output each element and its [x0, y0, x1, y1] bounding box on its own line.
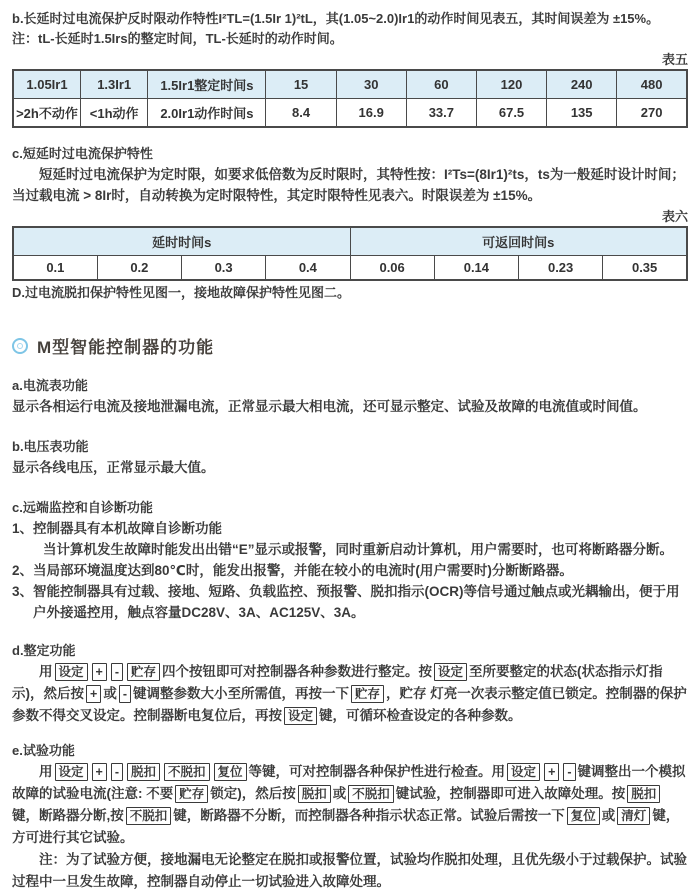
- table-cell: 0.1: [13, 256, 97, 281]
- panel-key-label: 不脱扣: [348, 785, 394, 803]
- table-cell: 0.3: [182, 256, 266, 281]
- table6-short-delay-times: [12, 226, 688, 281]
- self-diagnosis-item1-detail: 当计算机发生故障时能发出出错“E”显示或报警，同时重新启动计算机，用户需要时，也可将断路器分断。: [43, 542, 674, 557]
- panel-key-label: 贮存: [351, 685, 384, 703]
- panel-key-label: 不脱扣: [126, 807, 172, 825]
- table-cell: 延时时间s: [13, 227, 350, 256]
- remote-monitor-heading: c.远端监控和自诊断功能: [12, 500, 153, 515]
- table-cell: 240: [547, 70, 617, 99]
- short-delay-heading: c.短延时过电流保护特性: [12, 146, 153, 161]
- panel-key-label: 不脱扣: [164, 763, 210, 781]
- table-cell: 120: [476, 70, 546, 99]
- table-row: [13, 256, 687, 281]
- table6-caption: 表六: [661, 209, 688, 224]
- table-cell: 0.4: [266, 256, 350, 281]
- short-delay-body: 短延时过电流保护为定时限，如要求低倍数为反时限时，其特性按：I²Ts=(8Ir1)²ts，ts为一般延时设计时间；当过载电流 > 8Ir时，自动转换为定时限特性，其定时限特性见表六。时限误差为 ±15%。: [12, 167, 685, 203]
- table-cell: 67.5: [476, 99, 546, 128]
- table5-caption: 表五: [661, 52, 688, 67]
- test-function-note: 注：为了试验方便，接地漏电无论整定在脱扣或报警位置，试验均作脱扣处理，且优先级小于过载保护。试验过程中一旦发生故障，控制器自动停止一切试验进入故障处理。: [12, 852, 687, 889]
- table-cell: 1.5Ir1整定时间s: [148, 70, 266, 99]
- panel-key-label: +: [92, 663, 107, 681]
- voltmeter-heading: b.电压表功能: [12, 439, 89, 454]
- table-cell: 33.7: [406, 99, 476, 128]
- table-cell: 15: [266, 70, 336, 99]
- setting-function-heading: d.整定功能: [12, 643, 76, 658]
- panel-key-label: 复位: [567, 807, 600, 825]
- table-cell: 1.3Ir1: [80, 70, 147, 99]
- panel-key-label: 清灯: [617, 807, 650, 825]
- table-cell: 2.0Ir1动作时间s: [148, 99, 266, 128]
- table-cell: 0.06: [350, 256, 434, 281]
- panel-key-label: -: [563, 763, 575, 781]
- table-cell: 0.2: [97, 256, 181, 281]
- table-cell: 135: [547, 99, 617, 128]
- panel-key-label: 贮存: [175, 785, 208, 803]
- table-row: [13, 227, 687, 256]
- table-cell: 270: [617, 99, 687, 128]
- panel-key-label: -: [111, 763, 123, 781]
- long-delay-characteristic-line: b.长延时过电流保护反时限动作特性I²TL=(1.5Ir 1)²tL，其(1.05~2.0)Ir1的动作时间见表五，其时间误差为 ±15%。: [12, 11, 660, 26]
- section-title: M型智能控制器的功能: [37, 338, 215, 357]
- table-cell: 1.05Ir1: [13, 70, 80, 99]
- long-delay-note-line: 注：tL-长延时1.5Irs的整定时间，TL-长延时的动作时间。: [12, 31, 343, 46]
- table-cell: 16.9: [336, 99, 406, 128]
- double-circle-icon: [12, 338, 28, 354]
- panel-key-label: 脱扣: [127, 763, 160, 781]
- panel-key-label: 设定: [434, 663, 467, 681]
- trip-characteristic-note: D.过电流脱扣保护特性见图一，接地故障保护特性见图二。: [12, 285, 351, 300]
- table-cell: 0.35: [603, 256, 687, 281]
- table-cell: 0.23: [519, 256, 603, 281]
- panel-key-label: 复位: [214, 763, 247, 781]
- m-controller-section-heading: [12, 333, 688, 358]
- table-cell: 8.4: [266, 99, 336, 128]
- panel-key-label: 设定: [55, 663, 88, 681]
- panel-key-label: +: [86, 685, 101, 703]
- self-diagnosis-item1: 1、控制器具有本机故障自诊断功能: [12, 521, 223, 536]
- table-cell: >2h不动作: [13, 99, 80, 128]
- panel-key-label: 设定: [55, 763, 88, 781]
- panel-key-label: +: [92, 763, 107, 781]
- table-cell: 0.14: [434, 256, 518, 281]
- panel-key-label: 脱扣: [298, 785, 331, 803]
- voltmeter-body: 显示各线电压，正常显示最大值。: [12, 460, 215, 475]
- test-function-heading: e.试验功能: [12, 743, 75, 758]
- table-row: [13, 70, 687, 99]
- panel-key-label: 设定: [507, 763, 540, 781]
- table-cell: 可返回时间s: [350, 227, 687, 256]
- self-diagnosis-item2: 2、当局部环境温度达到80℃时，能发出报警，并能在较小的电流时(用户需要时)分断断路器。: [12, 563, 573, 578]
- table5-long-delay-times: [12, 69, 688, 128]
- setting-function-body: 用 设定 + - 贮存 四个按钮即可对控制器各种参数进行整定。按 设定 至所要整定的状态(状态指示灯指示)，然后按 + 或 - 键调整参数大小至所需值，再按一下 贮存 ，贮存 灯亮一次表示整定值已锁定。控制器的保护参数不得交叉设定。控制器断电复位后，再按 设定 键，可循环检查设定的各种参数。: [12, 664, 687, 723]
- ammeter-heading: a.电流表功能: [12, 378, 88, 393]
- panel-key-label: -: [111, 663, 123, 681]
- test-function-body: 用 设定 + - 脱扣 不脱扣 复位 等键，可对控制器各种保护性进行检查。用 设定 + - 键调整出一个模拟故障的试验电流(注意: 不要 贮存 锁定)，然后按 脱扣 或 不脱扣 键试验，控制器即可进入故障处理。按 脱扣键，断路器分断,按 不脱扣 键，断路器不分断，而控制器各种指示状态正常。试验后需按一下 复位 或 清灯 键，方可进行其它试验。: [12, 764, 686, 845]
- panel-key-label: -: [119, 685, 131, 703]
- table-cell: 30: [336, 70, 406, 99]
- table-cell: 480: [617, 70, 687, 99]
- panel-key-label: 设定: [284, 707, 317, 725]
- panel-key-label: +: [544, 763, 559, 781]
- table-row: [13, 99, 687, 128]
- panel-key-label: 贮存: [127, 663, 160, 681]
- ammeter-body: 显示各相运行电流及接地泄漏电流，正常显示最大相电流，还可显示整定、试验及故障的电流值或时间值。: [12, 399, 647, 414]
- table-cell: 60: [406, 70, 476, 99]
- panel-key-label: 脱扣: [627, 785, 660, 803]
- table-cell: <1h动作: [80, 99, 147, 128]
- self-diagnosis-item3: 3、智能控制器具有过载、接地、短路、负载监控、预报警、脱扣指示(OCR)等信号通过触点或光耦输出，便于用户外接遥控用，触点容量DC28V、3A、AC125V、3A。: [12, 584, 680, 620]
